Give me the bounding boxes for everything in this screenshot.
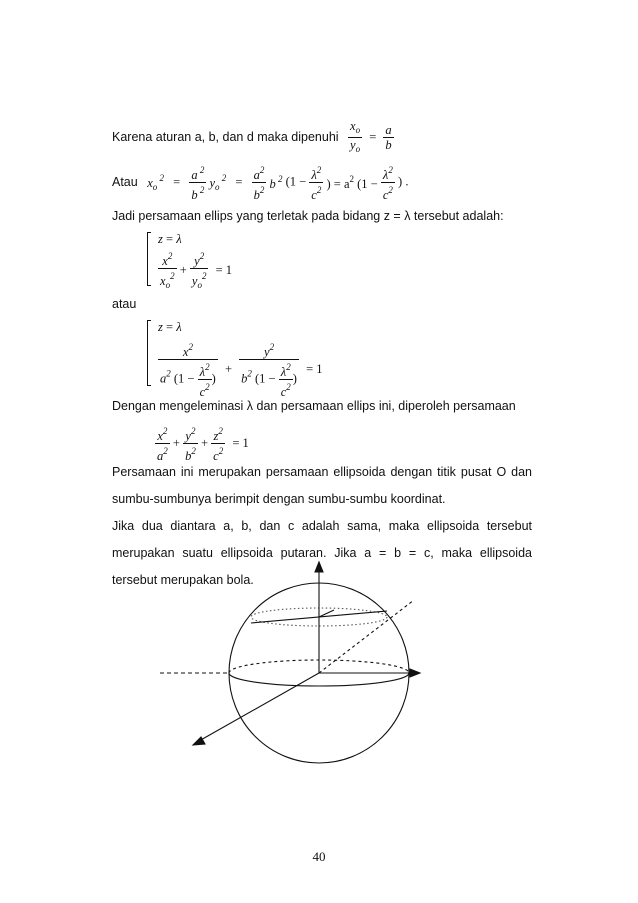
paragraph-rotation-ellipsoid: Jika dua diantara a, b, dan c adalah sama, maka ellipsoida tersebut merupakan suatu ellipsoida putaran. Jika a = b = c, maka ellipsoida tersebut merupakan bola. bbox=[112, 519, 532, 587]
paragraph-ellipsoid-center: Persamaan ini merupakan persamaan ellipsoida dengan titik pusat O dan sumbu-sumbunya berimpit dengan sumbu-sumbu koordinat. bbox=[112, 465, 532, 506]
ellipse-intro: Jadi persamaan ellips yang terletak pada bidang z = λ tersebut adalah: bbox=[112, 209, 504, 223]
z-axis-arrow bbox=[315, 562, 323, 572]
ratio-equation: $\frac{x_o}{y_o}$ = $\frac{a}{b}$ bbox=[350, 119, 392, 154]
atau-label: Atau bbox=[112, 175, 138, 190]
y-axis-arrow bbox=[410, 669, 420, 677]
elimination-statement: Dengan mengeleminasi λ dan persamaan ellips ini, diperoleh persamaan bbox=[112, 399, 516, 413]
page-number: 40 bbox=[312, 849, 326, 864]
document-page: Karena aturan a, b, dan d maka dipenuhi $\frac{x_o}{y_o}$ = $\frac{a}{b}$ Atau $x_o$ $^2$ = $\frac{a ^2}{b ^2}$ $y_o$ $^2$ = $\frac{a^2}{b^2}$ b $^2$ (1 − $\frac{\lambda^2}{c^2}$ ) = $a^2$ (1 − $\frac{\lambda^2}{c^2}$ ) . Jadi persamaan ellips yang terletak pada bidang z = λ tersebut adalah: z = λ $\frac{x^2}{x_o^2}$ + $\frac{y^2}{y_o^2}$ = 1 atau z = λ $x^2$ $a^2$ (1 − $\frac{\lambda^2}{c^2}$ ) + $y^2$ $b^2$ (1 − $\frac{\lambda^2}{c^2}$ ) = 1 Dengan mengeleminasi λ dan persamaan ellips ini, diperoleh persamaan $\frac{x^2}{a^2}$ + $\frac{y^2}{b^2}$ + $\frac{z^2}{c^2}$ = 1 Persamaan ini merupakan persamaan ellipsoida dengan titik pusat O dan sumbu-sumbunya berimpit dengan sumbu-sumbu koordinat. Jika dua diantara a, b, dan c adalah sama, maka ellipsoida tersebut merupakan suatu ellipsoida putaran. Jika a = b = c, maka ellipsoida tersebut merupakan bola. 40 bbox=[0, 0, 638, 903]
xo-squared-equation: $x_o$ $^2$ = $\frac{a ^2}{b ^2}$ $y_o$ $^2$ = $\frac{a^2}{b^2}$ b $^2$ (1 − $\frac{\lambda^2}{c^2}$ ) = $a^2$ (1 − $\frac{\lambda^2}{c^2}$ ) . bbox=[147, 165, 409, 202]
ellipsoid-equation: $\frac{x^2}{a^2}$ + $\frac{y^2}{b^2}$ + $\frac{z^2}{c^2}$ = 1 bbox=[157, 426, 249, 463]
equator-front bbox=[229, 673, 409, 686]
atau-text: atau bbox=[112, 297, 137, 311]
ratio-statement-text: Karena aturan a, b, dan d maka dipenuhi bbox=[112, 130, 339, 145]
